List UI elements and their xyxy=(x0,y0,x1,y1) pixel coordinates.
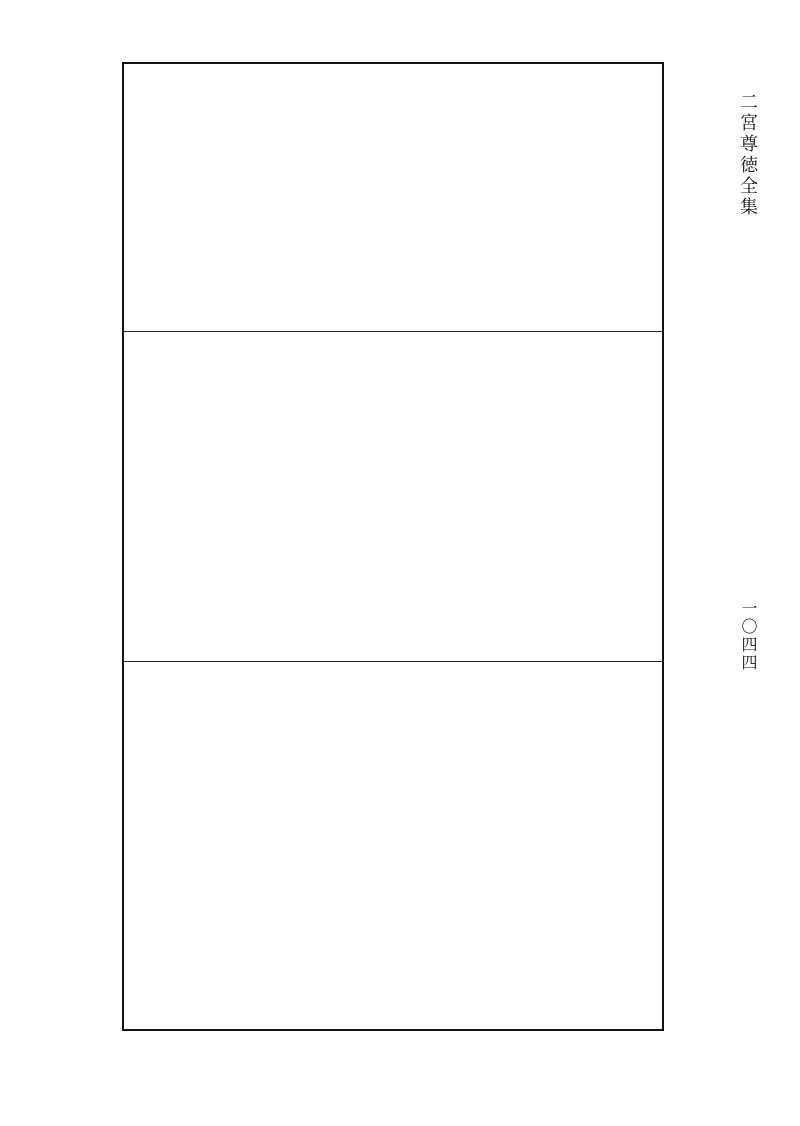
column xyxy=(237,338,263,655)
column xyxy=(187,668,214,1023)
column xyxy=(393,70,417,325)
column xyxy=(471,338,497,655)
column xyxy=(289,338,315,655)
column xyxy=(132,668,159,1023)
column xyxy=(251,70,275,325)
column xyxy=(242,668,269,1023)
column xyxy=(628,338,654,655)
column xyxy=(132,70,156,325)
column xyxy=(215,668,242,1023)
column xyxy=(489,668,516,1023)
column xyxy=(497,338,523,655)
column xyxy=(203,70,227,325)
column xyxy=(550,338,576,655)
column xyxy=(210,338,236,655)
column xyxy=(445,338,471,655)
column xyxy=(297,668,324,1023)
column xyxy=(132,338,158,655)
column xyxy=(274,70,298,325)
column xyxy=(599,668,626,1023)
column xyxy=(576,338,602,655)
running-head: 二宮尊徳全集 xyxy=(737,92,758,218)
column xyxy=(535,70,559,325)
column xyxy=(369,70,393,325)
column xyxy=(419,338,445,655)
column xyxy=(367,338,393,655)
column xyxy=(160,668,187,1023)
column xyxy=(572,668,599,1023)
column xyxy=(607,70,631,325)
column xyxy=(341,338,367,655)
column xyxy=(544,668,571,1023)
bottom-tier xyxy=(124,662,662,1029)
column xyxy=(524,338,550,655)
middle-tier xyxy=(124,332,662,662)
column xyxy=(417,70,441,325)
column xyxy=(464,70,488,325)
column xyxy=(352,668,379,1023)
column xyxy=(434,668,461,1023)
column xyxy=(512,70,536,325)
column xyxy=(184,338,210,655)
column xyxy=(227,70,251,325)
column xyxy=(322,70,346,325)
column xyxy=(583,70,607,325)
column xyxy=(379,668,406,1023)
column xyxy=(269,668,296,1023)
column xyxy=(559,70,583,325)
column xyxy=(627,668,654,1023)
column xyxy=(517,668,544,1023)
text-frame xyxy=(122,62,664,1031)
column xyxy=(440,70,464,325)
column xyxy=(462,668,489,1023)
top-tier xyxy=(124,64,662,332)
column xyxy=(263,338,289,655)
column xyxy=(407,668,434,1023)
column xyxy=(158,338,184,655)
column xyxy=(393,338,419,655)
column xyxy=(324,668,351,1023)
column xyxy=(156,70,180,325)
page-number: 一〇四四 xyxy=(739,600,758,672)
column xyxy=(298,70,322,325)
column xyxy=(345,70,369,325)
column xyxy=(179,70,203,325)
column xyxy=(630,70,654,325)
column xyxy=(488,70,512,325)
column xyxy=(315,338,341,655)
column xyxy=(602,338,628,655)
